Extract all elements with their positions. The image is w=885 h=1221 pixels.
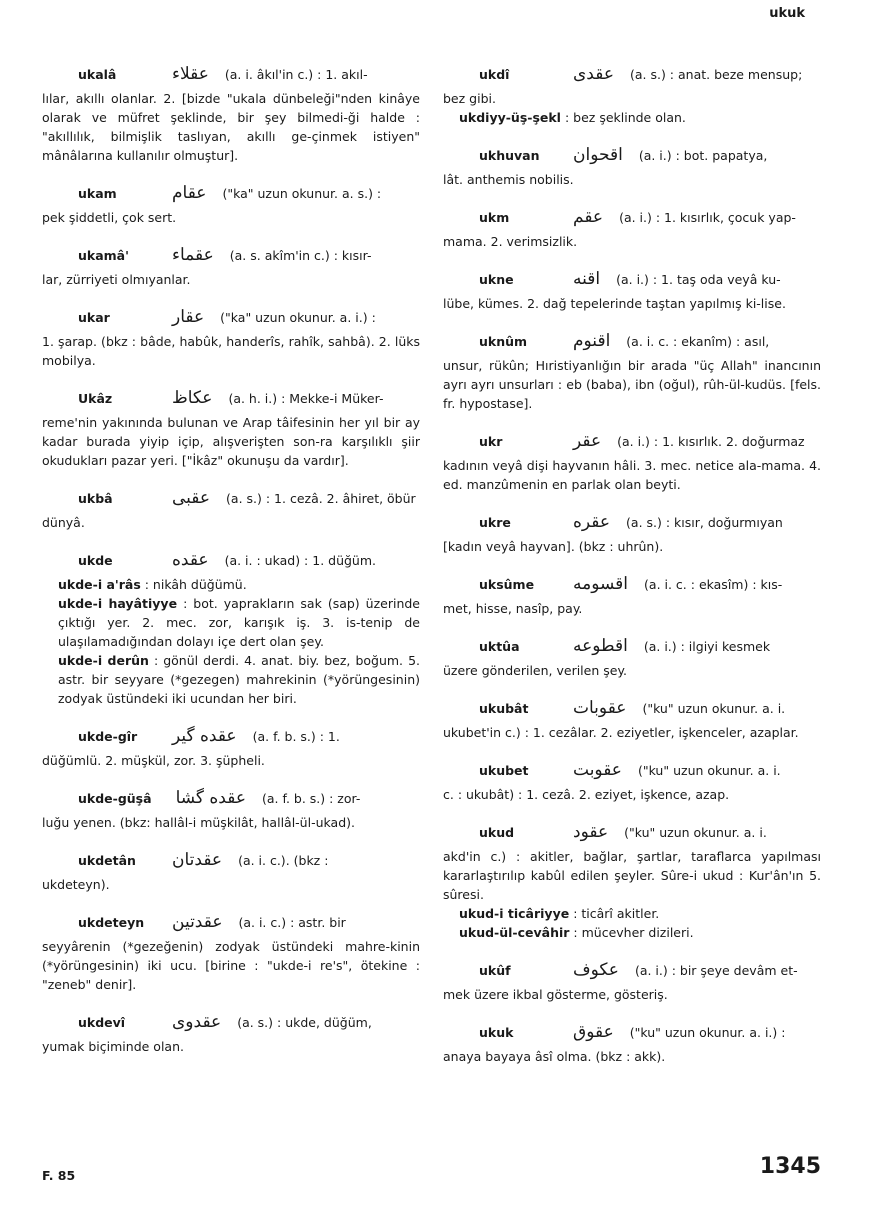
entry-head [42, 60, 420, 89]
headword: ukubet [479, 763, 529, 778]
entry-head [42, 384, 420, 413]
entry-definition-start: (a. f. b. s.) : 1. [252, 729, 340, 744]
dictionary-entry [42, 1008, 420, 1056]
dictionary-entry [42, 241, 420, 289]
entry-head [443, 818, 821, 847]
entry-definition: mek üzere ikbal gösterme, gösteriş. [443, 987, 668, 1002]
entry-head [42, 179, 420, 208]
headword: ukdetân [78, 853, 136, 868]
dictionary-entry [42, 722, 420, 770]
entry-definition-start: ("ku" uzun okunur. a. i. [624, 825, 767, 840]
dictionary-entry [443, 570, 821, 618]
entry-definition-start: (a. i.) : 1. kısırlık, çocuk yap- [619, 210, 796, 225]
entry-head [443, 1018, 821, 1047]
headword: ukre [479, 515, 511, 530]
arabic-script: اقنه [573, 269, 601, 289]
entry-definition: luğu yenen. (bkz: hallâl-i müşkilât, hallâl-ül-ukad). [42, 815, 355, 830]
dictionary-entry [42, 303, 420, 370]
dictionary-entry [443, 265, 821, 313]
arabic-script: عقره [573, 512, 611, 532]
entry-definition: [kadın veyâ hayvan]. (bkz : uhrûn). [443, 539, 664, 554]
arabic-script: عقم [573, 207, 604, 227]
sub-entry [42, 575, 420, 594]
headword: ukde-gîr [78, 729, 138, 744]
entry-definition: akd'in c.) : akitler, bağlar, şartlar, taraflarca yapılması kararlaştırılıp kabûl edilen şeyler. Sûre-i ukud : Kur'ân'ın 5. sûresi. [443, 849, 821, 902]
headword: ukr [479, 434, 503, 449]
arabic-script: اقسومه [573, 574, 629, 594]
entry-definition: 1. şarap. (bkz : bâde, habûk, handerîs, rahîk, sahbâ). 2. lüks mobilya. [42, 334, 420, 368]
arabic-script: عقدوى [172, 1012, 222, 1032]
entry-definition-start: (a. h. i.) : Mekke-i Müker- [228, 391, 384, 406]
entry-definition-start: (a. i.) : bot. papatya, [638, 148, 768, 163]
sub-definition: : bez şeklinde olan. [564, 110, 686, 125]
entry-head [443, 265, 821, 294]
right-column [443, 60, 821, 1080]
dictionary-entry [42, 784, 420, 832]
dictionary-entry [42, 908, 420, 994]
entry-definition: lât. anthemis nobilis. [443, 172, 574, 187]
entry-definition-start: (a. i.) : ilgiyi kesmek [643, 639, 771, 654]
headword: ukdeteyn [78, 915, 145, 930]
entry-head [443, 570, 821, 599]
headword: ukm [479, 210, 510, 225]
entry-head [42, 241, 420, 270]
arabic-script: عقوبات [573, 698, 627, 718]
dictionary-entry [42, 60, 420, 165]
headword: ukhuvan [479, 148, 540, 163]
arabic-script: عقام [172, 183, 207, 203]
sub-definition: : gönül derdi. 4. anat. biy. bez, boğum. 5. astr. bir seyyare (*gezegen) mahrekinin (*yörüngesinin) zodyak üstündeki iki ucundan her biri. [58, 653, 420, 706]
dictionary-entry [42, 846, 420, 894]
arabic-script: اقحوان [573, 145, 623, 165]
headword: ukde [78, 553, 113, 568]
headword: ukde-güşâ [78, 791, 152, 806]
sub-headword: ukud-ül-cevâhir [459, 925, 570, 940]
entry-head [443, 632, 821, 661]
entry-head [42, 846, 420, 875]
entry-definition-start: (a. s.) : ukde, düğüm, [237, 1015, 372, 1030]
headword: ukne [479, 272, 514, 287]
sub-entry [443, 108, 821, 127]
dictionary-entry [42, 546, 420, 708]
entry-head [443, 203, 821, 232]
dictionary-entry [443, 508, 821, 556]
arabic-script: عقدى [573, 64, 614, 84]
sub-definition: : nikâh düğümü. [144, 577, 247, 592]
sub-definition: : bot. yaprakların sak (sap) üzerinde çıktığı yer. 2. mec. zor, karışık iş. 3. is-tenip de ulaşılamadığından dolayı içe dert olan şey. [58, 596, 421, 649]
entry-head [443, 60, 821, 89]
arabic-script: اقنوم [573, 331, 611, 351]
sub-headword: ukdiyy-üş-şekl [459, 110, 561, 125]
entry-definition-start: (a. i.) : 1. taş oda veyâ ku- [616, 272, 781, 287]
entry-definition-start: (a. i.) : bir şeye devâm et- [634, 963, 798, 978]
entry-definition: ukdeteyn). [42, 877, 110, 892]
dictionary-entry [443, 327, 821, 413]
entry-definition-start: ("ku" uzun okunur. a. i.) : [629, 1025, 786, 1040]
entry-definition: mama. 2. verimsizlik. [443, 234, 578, 249]
dictionary-entry [443, 203, 821, 251]
sub-definition: : mücevher dizileri. [573, 925, 694, 940]
arabic-script: عقدتان [172, 850, 223, 870]
sub-headword: ukde-i hayâtiyye [58, 596, 178, 611]
entry-definition-start: (a. i.) : 1. kısırlık. 2. doğurmaz [617, 434, 805, 449]
entry-definition: met, hisse, nasîp, pay. [443, 601, 583, 616]
dictionary-entry [42, 484, 420, 532]
headword: ukuk [479, 1025, 514, 1040]
entry-definition: lübe, kümes. 2. dağ tepelerinde taştan yapılmış ki-lise. [443, 296, 786, 311]
sub-headword: ukud-i ticâriyye [459, 906, 570, 921]
entry-definition: bez gibi. [443, 91, 496, 106]
headword: ukdî [479, 67, 510, 82]
arabic-script: عقده [172, 550, 209, 570]
entry-definition-start: (a. i. c.) : astr. bir [238, 915, 346, 930]
page-number: 1345 [759, 1154, 821, 1179]
entry-definition: unsur, rükûn; Hıristiyanlığın bir arada "üç Allah" inancının ayrı ayrı unsurları : eb (baba), ibn (oğul), rûh-ül-kudüs. [fels. fr. hypostase]. [443, 358, 821, 411]
entry-definition: c. : ukubât) : 1. cezâ. 2. eziyet, işkence, azap. [443, 787, 730, 802]
entry-definition-start: (a. s. akîm'in c.) : kısır- [229, 248, 372, 263]
sub-headword: ukde-i derûn [58, 653, 149, 668]
entry-head [42, 1008, 420, 1037]
sub-entry [42, 594, 420, 651]
headword: ukam [78, 186, 117, 201]
entry-head [443, 427, 821, 456]
entry-definition-start: ("ka" uzun okunur. a. s.) : [222, 186, 382, 201]
arabic-script: عقار [172, 307, 205, 327]
dictionary-entry [42, 179, 420, 227]
headword: ukûf [479, 963, 511, 978]
headword: ukud [479, 825, 515, 840]
entry-definition-start: ("ku" uzun okunur. a. i. [637, 763, 781, 778]
headword: ukbâ [78, 491, 113, 506]
dictionary-entry [443, 632, 821, 680]
entry-head [443, 327, 821, 356]
headword: ukar [78, 310, 110, 325]
entry-definition-start: ("ka" uzun okunur. a. i.) : [220, 310, 376, 325]
entry-head [42, 303, 420, 332]
arabic-script: عقبى [172, 488, 211, 508]
entry-definition: reme'nin yakınında bulunan ve Arap tâifesinin her yıl bir ay kadar burada yiyip içip, alışverişten son-ra karşılıklı şiir okudukları pazar yeri. ["İkâz" okunuşu da vardır]. [42, 415, 420, 468]
entry-definition-start: (a. f. b. s.) : zor- [261, 791, 361, 806]
entry-definition: yumak biçiminde olan. [42, 1039, 184, 1054]
arabic-script: عقوق [573, 1022, 614, 1042]
arabic-script: عكوف [573, 960, 619, 980]
signature-mark: F. 85 [42, 1168, 76, 1183]
entry-definition-start: (a. i. c.). (bkz : [238, 853, 329, 868]
arabic-script: عقماء [172, 245, 214, 265]
entry-head [42, 546, 420, 575]
sub-entry [42, 651, 420, 708]
headword: ukalâ [78, 67, 117, 82]
entry-definition-start: (a. s.) : kısır, doğurmıyan [626, 515, 783, 530]
dictionary-entry [42, 384, 420, 470]
arabic-script: عكاظ [172, 388, 213, 408]
headword: uksûme [479, 577, 535, 592]
arabic-script: عقر [573, 431, 602, 451]
arabic-script: عقده گشا [175, 788, 246, 808]
entry-definition-start: (a. s.) : anat. beze mensup; [629, 67, 803, 82]
dictionary-entry [443, 818, 821, 942]
dictionary-entry [443, 956, 821, 1004]
dictionary-entry [443, 427, 821, 494]
sub-entry [443, 904, 821, 923]
entry-head [443, 956, 821, 985]
entry-head [42, 784, 420, 813]
entry-definition-start: ("ku" uzun okunur. a. i. [642, 701, 786, 716]
dictionary-entry [443, 141, 821, 189]
entry-head [42, 908, 420, 937]
headword: ukdevî [78, 1015, 126, 1030]
sub-entry [443, 923, 821, 942]
entry-head [42, 484, 420, 513]
arabic-script: عقود [573, 822, 609, 842]
headword: ukamâ' [78, 248, 129, 263]
entry-definition: üzere gönderilen, verilen şey. [443, 663, 628, 678]
entry-head [443, 694, 821, 723]
arabic-script: اقطوعه [573, 636, 628, 656]
entry-definition: anaya bayaya âsî olma. (bkz : akk). [443, 1049, 666, 1064]
entry-definition-start: (a. i. c. : ekanîm) : asıl, [626, 334, 770, 349]
entry-definition: dünyâ. [42, 515, 85, 530]
entry-definition-start: (a. i. âkıl'in c.) : 1. akıl- [224, 67, 368, 82]
headword: uktûa [479, 639, 520, 654]
sub-headword: ukde-i a'râs [58, 577, 141, 592]
entry-definition-start: (a. i. : ukad) : 1. düğüm. [224, 553, 377, 568]
running-header: ukuk [769, 6, 805, 21]
entry-head [42, 722, 420, 751]
entry-head [443, 508, 821, 537]
entry-definition: kadının veyâ dişi hayvanın hâli. 3. mec. netice ala-mama. 4. ed. manzûmenin en parlak olan beyti. [443, 458, 821, 492]
dictionary-entry [443, 60, 821, 127]
entry-definition: düğümlü. 2. müşkül, zor. 3. şüpheli. [42, 753, 265, 768]
entry-definition: seyyârenin (*gezeğenin) zodyak üstündeki mahre-kinin (*yörüngesinin) iki ucu. [birine : "ukde-i re's", ötekine : "zeneb" denir]. [42, 939, 420, 992]
entry-definition: pek şiddetli, çok sert. [42, 210, 177, 225]
entry-head [443, 756, 821, 785]
entry-definition: lar, zürriyeti olmıyanlar. [42, 272, 191, 287]
entry-definition: ukubet'in c.) : 1. cezâlar. 2. eziyetler, işkenceler, azaplar. [443, 725, 799, 740]
dictionary-entry [443, 756, 821, 804]
dictionary-entry [443, 1018, 821, 1066]
entry-definition: lılar, akıllı olanlar. 2. [bizde "ukala dünbeleği"nden kinâye olarak ve müfret şeklinde, bir şey bilmedi-ği halde : "akıllılık, bilmişlik taslıyan, akıllı ge-çinmek istiyen" mânâlarına kullanılır olmuştur]. [42, 91, 420, 163]
arabic-script: عقدتين [172, 912, 223, 932]
left-column [42, 60, 420, 1070]
arabic-script: عقلاء [172, 64, 209, 84]
entry-definition-start: (a. s.) : 1. cezâ. 2. âhiret, öbür [226, 491, 416, 506]
headword: ukubât [479, 701, 529, 716]
arabic-script: عقده گير [172, 726, 237, 746]
sub-definition: : ticârî akitler. [573, 906, 660, 921]
entry-definition-start: (a. i. c. : ekasîm) : kıs- [644, 577, 783, 592]
arabic-script: عقوبت [573, 760, 622, 780]
headword: Ukâz [78, 391, 113, 406]
entry-head [443, 141, 821, 170]
headword: uknûm [479, 334, 528, 349]
dictionary-entry [443, 694, 821, 742]
